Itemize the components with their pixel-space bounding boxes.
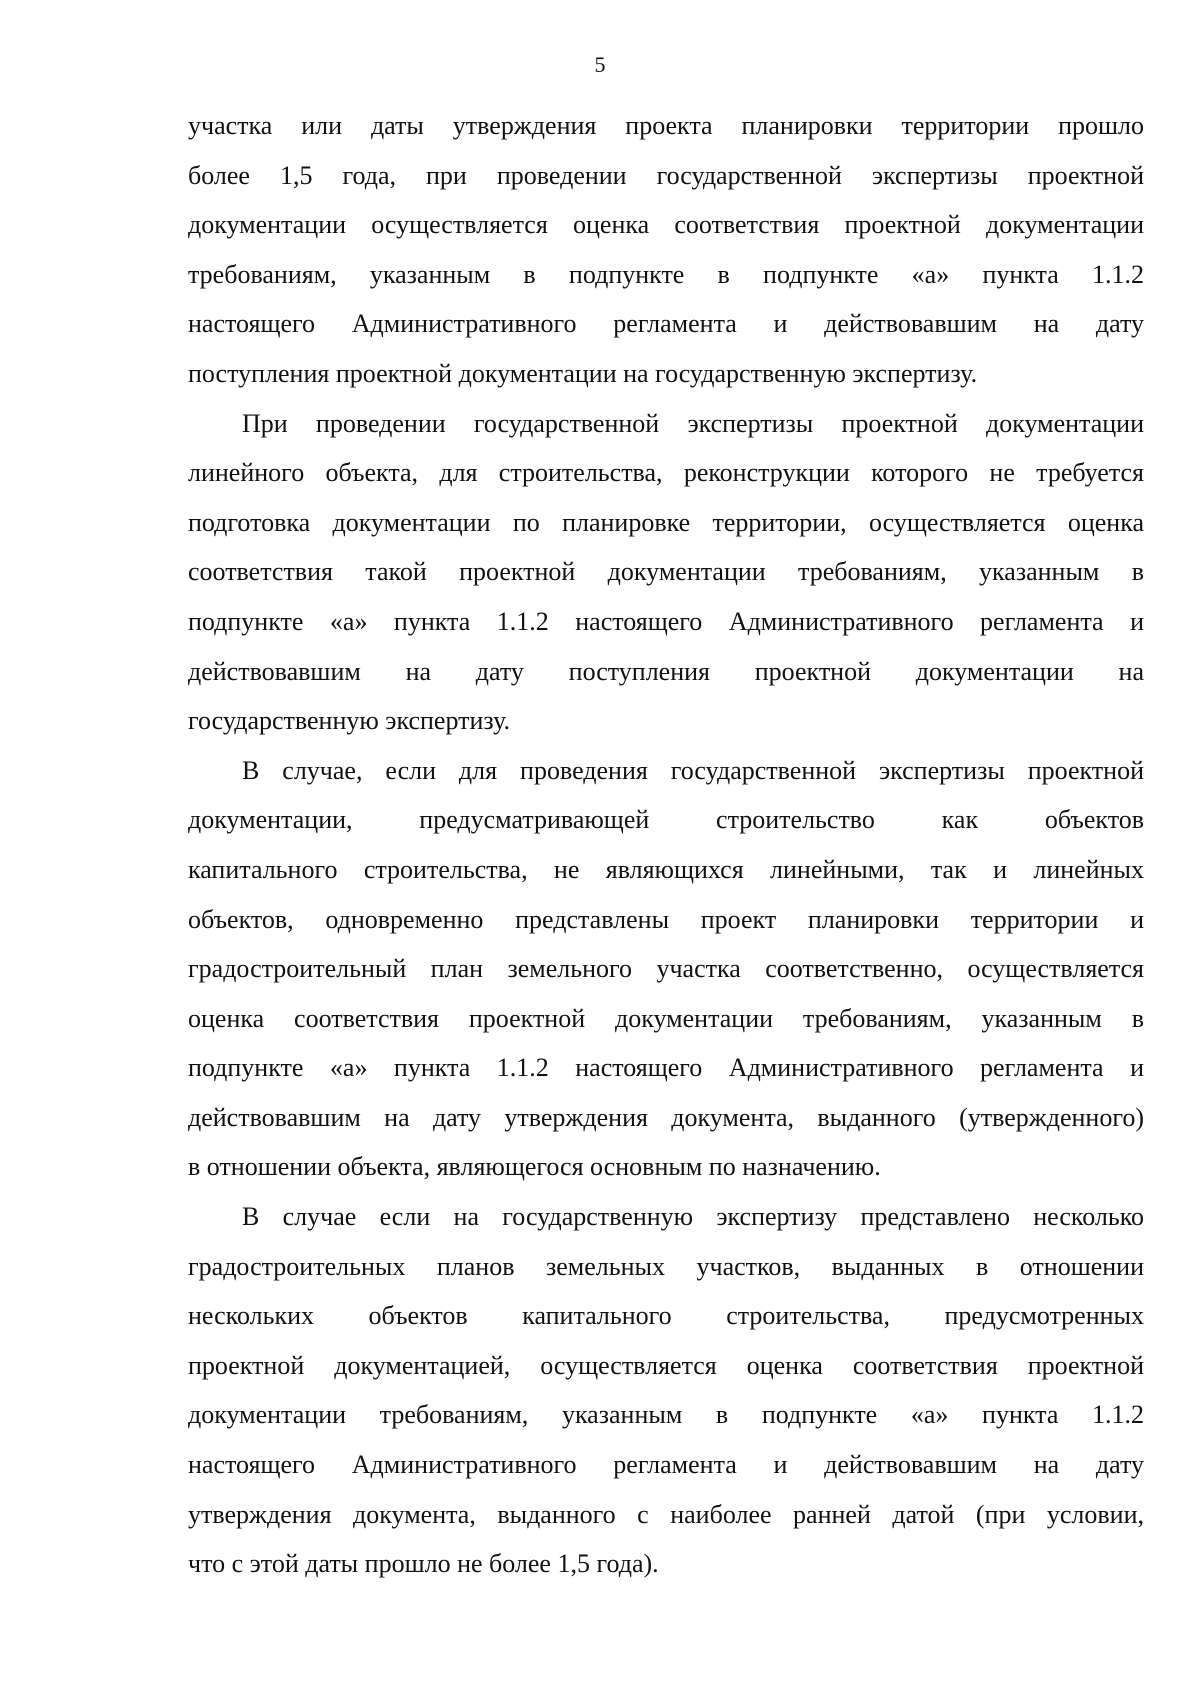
text-line: действовавшим на дату поступления проектной документации на <box>188 656 1144 686</box>
text-line: настоящего Административного регламента и действовавшим на дату <box>188 309 1144 339</box>
document-body <box>188 101 1144 1589</box>
text-line: требованиям, указанным в подпункте в подпункте «а» пункта 1.1.2 <box>188 259 1144 289</box>
paragraph <box>188 1192 1144 1589</box>
text-line: В случае если на государственную экспертизу представлено несколько <box>242 1202 1144 1232</box>
text-line: утверждения документа, выданного с наиболее ранней датой (при условии, <box>188 1499 1144 1529</box>
text-line: соответствия такой проектной документации требованиям, указанным в <box>188 557 1144 587</box>
text-line: оценка соответствия проектной документации требованиям, указанным в <box>188 1003 1144 1033</box>
text-line: градостроительных планов земельных участков, выданных в отношении <box>188 1251 1144 1281</box>
text-line: капитального строительства, не являющихся линейными, так и линейных <box>188 854 1144 884</box>
paragraph <box>188 101 1144 399</box>
text-line: В случае, если для проведения государственной экспертизы проектной <box>242 755 1144 785</box>
page-number: 5 <box>594 52 606 77</box>
text-line: нескольких объектов капитального строительства, предусмотренных <box>188 1301 1144 1331</box>
text-line: документации осуществляется оценка соответствия проектной документации <box>188 210 1144 240</box>
text-line: действовавшим на дату утверждения документа, выданного (утвержденного) <box>188 1102 1144 1132</box>
text-line: государственную экспертизу. <box>188 706 511 736</box>
text-line: что с этой даты прошло не более 1,5 года). <box>188 1549 659 1579</box>
text-line: объектов, одновременно представлены проект планировки территории и <box>188 904 1144 934</box>
text-line: подпункте «а» пункта 1.1.2 настоящего Административного регламента и <box>188 606 1144 636</box>
text-line: поступления проектной документации на государственную экспертизу. <box>188 358 978 388</box>
text-line: линейного объекта, для строительства, реконструкции которого не требуется <box>188 458 1144 488</box>
paragraph <box>188 746 1144 1192</box>
text-line: в отношении объекта, являющегося основным по назначению. <box>188 1152 881 1182</box>
text-line: более 1,5 года, при проведении государственной экспертизы проектной <box>188 160 1144 190</box>
text-line: проектной документацией, осуществляется оценка соответствия проектной <box>188 1350 1144 1380</box>
paragraph <box>188 399 1144 746</box>
text-line: градостроительный план земельного участка соответственно, осуществляется <box>188 954 1144 984</box>
text-line: подготовка документации по планировке территории, осуществляется оценка <box>188 507 1144 537</box>
text-line: участка или даты утверждения проекта планировки территории прошло <box>188 111 1144 140</box>
text-line: подпункте «а» пункта 1.1.2 настоящего Административного регламента и <box>188 1053 1144 1083</box>
text-line: настоящего Административного регламента и действовавшим на дату <box>188 1450 1144 1480</box>
text-line: документации требованиям, указанным в подпункте «а» пункта 1.1.2 <box>188 1400 1144 1430</box>
text-line: документации, предусматривающей строительство как объектов <box>188 805 1144 835</box>
text-line: При проведении государственной экспертизы проектной документации <box>242 408 1144 438</box>
